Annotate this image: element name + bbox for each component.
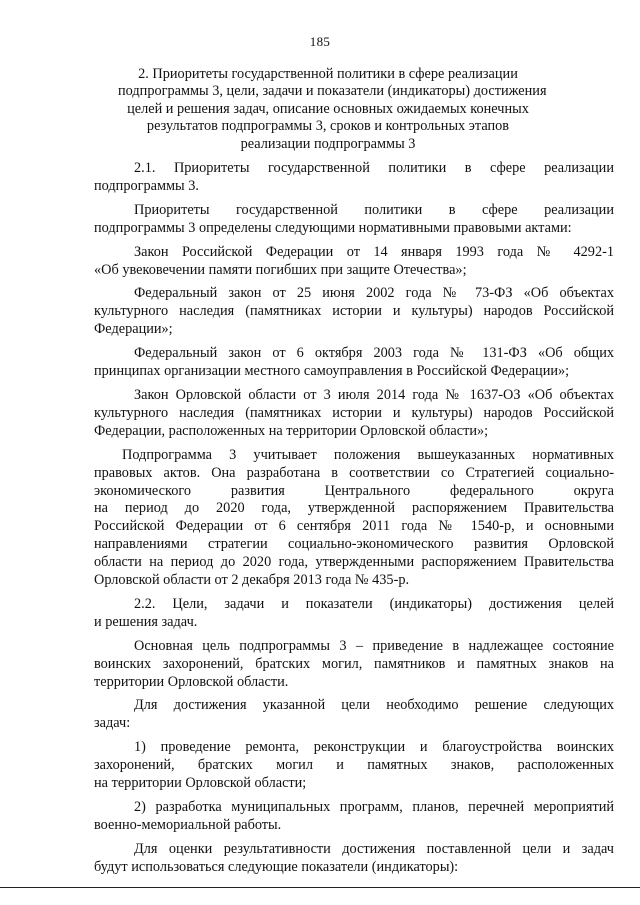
- text-line: правовых актов. Она разработана в соответствии со Стратегией социально-: [94, 464, 614, 481]
- heading-line: подпрограммы 3, цели, задачи и показатели (индикаторы) достижения: [118, 83, 547, 100]
- text-line: Орловской области от 2 декабря 2013 года № 435-р.: [94, 572, 410, 589]
- text-line: Закон Российской Федерации от 14 января 1993 года № 4292-1: [134, 243, 614, 260]
- text-line: Федерации, расположенных на территории Орловской области»;: [94, 422, 489, 439]
- text-line: Для оценки результативности достижения поставленной цели и задач: [134, 840, 614, 857]
- text-line: Основная цель подпрограммы 3 – приведение в надлежащее состояние: [134, 637, 614, 654]
- paragraph-main-goal: [94, 638, 614, 692]
- text-line: военно-мемориальной работы.: [94, 816, 282, 833]
- page-number: 185: [309, 34, 331, 49]
- paragraph-law-1637oz: [94, 387, 614, 441]
- text-line: Федеральный закон от 6 октября 2003 года № 131-ФЗ «Об общих: [134, 345, 614, 362]
- text-line: Подпрограмма 3 учитывает положения вышеуказанных нормативных: [122, 446, 614, 463]
- text-line: «Об увековечении памяти погибших при защите Отечества»;: [94, 261, 467, 278]
- text-line: воинских захоронений, братских могил, памятников и памятных знаков на: [94, 655, 614, 672]
- paragraph-task-2: [94, 799, 614, 835]
- paragraph-priorities: [94, 202, 614, 238]
- text-line: культурного наследия (памятниках истории и культуры) народов Российской: [94, 303, 614, 320]
- text-line: Российской Федерации от 6 сентября 2011 года № 1540-р, и основными: [94, 518, 614, 535]
- paragraph-law-4292: [94, 244, 614, 280]
- text-line: экономического развития Центрального федерального округа: [94, 482, 614, 499]
- paragraph-2-2: [94, 596, 614, 632]
- text-line: Федеральный закон от 25 июня 2002 года № 73-ФЗ «Об объектах: [134, 285, 614, 302]
- text-line: направлениями стратегии социально-экономического развития Орловской: [94, 536, 614, 553]
- paragraph-2-1: [94, 160, 614, 196]
- heading-line: целей и решения задач, описание основных ожидаемых конечных: [127, 100, 529, 117]
- paragraph-tasks-intro: [94, 697, 614, 733]
- text-line: 2.2. Цели, задачи и показатели (индикаторы) достижения целей: [134, 595, 614, 612]
- document-body: [94, 160, 614, 883]
- text-line: захоронений, братских могил и памятных знаков, расположенных: [94, 757, 614, 774]
- text-line: территории Орловской области.: [94, 673, 289, 690]
- text-line: Федерации»;: [94, 321, 173, 338]
- heading-line: 2. Приоритеты государственной политики в сфере реализации: [138, 66, 518, 82]
- page-bottom-edge: [0, 887, 640, 888]
- paragraph-law-131fz: [94, 345, 614, 381]
- text-line: будут использоваться следующие показатели (индикаторы):: [94, 858, 459, 875]
- text-line: задач:: [94, 715, 131, 732]
- text-line: 1) проведение ремонта, реконструкции и благоустройства воинских: [134, 739, 614, 756]
- section-heading: [118, 66, 547, 153]
- text-line: 2) разработка муниципальных программ, планов, перечней мероприятий: [134, 799, 614, 815]
- heading-line: реализации подпрограммы 3: [240, 135, 416, 152]
- text-line: области на период до 2020 года, утвержденными распоряжением Правительства: [94, 554, 614, 571]
- text-line: культурного наследия (памятниках истории и культуры) народов Российской: [94, 404, 614, 421]
- heading-line: результатов подпрограммы 3, сроков и контрольных этапов: [146, 118, 510, 135]
- text-line: на территории Орловской области;: [94, 775, 307, 792]
- text-line: Для достижения указанной цели необходимо решение следующих: [134, 697, 614, 714]
- text-line: подпрограммы 3.: [94, 177, 199, 194]
- paragraph-law-73fz: [94, 285, 614, 339]
- text-line: подпрограммы 3 определены следующими нормативными правовыми актами:: [94, 219, 572, 236]
- text-line: на период до 2020 года, утвержденной распоряжением Правительства: [94, 500, 614, 517]
- text-line: Закон Орловской области от 3 июля 2014 года № 1637-ОЗ «Об объектах: [134, 386, 614, 403]
- text-line: и решения задач.: [94, 613, 198, 630]
- text-line: 2.1. Приоритеты государственной политики в сфере реализации: [134, 160, 614, 176]
- paragraph-task-1: [94, 739, 614, 793]
- paragraph-indicators: [94, 841, 614, 877]
- text-line: принципах организации местного самоуправления в Российской Федерации»;: [94, 363, 570, 380]
- paragraph-subprogram-basis: [94, 447, 614, 590]
- text-line: Приоритеты государственной политики в сфере реализации: [134, 201, 614, 218]
